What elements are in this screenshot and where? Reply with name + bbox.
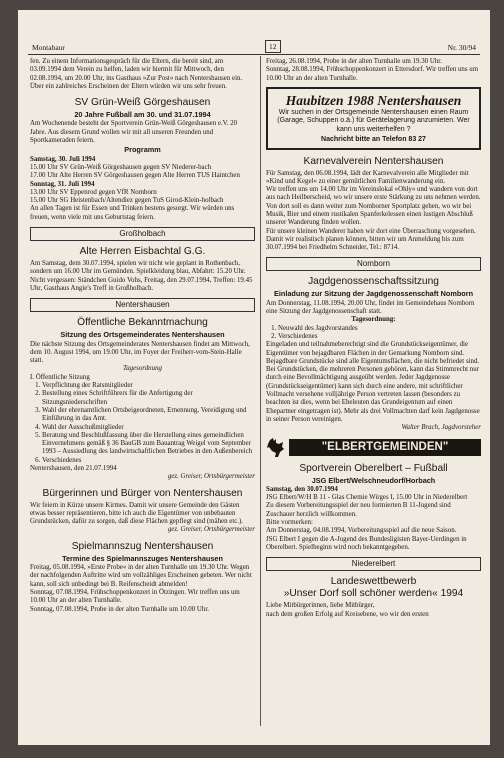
spiel-body-4: Freitag, 26.08.1994, Probe in der alten Turnhalle um 19.30 Uhr. bbox=[266, 58, 442, 65]
oeff-signature: gez. Greiser, Ortsbürgermeister bbox=[167, 473, 255, 481]
spiel-title: Spielmannszug Nentershausen bbox=[71, 540, 214, 552]
section-grossholbach: Großholbach bbox=[30, 227, 255, 241]
lw-body: Liebe Mitbürgerinnen, liebe Mitbürger, nach dem großen Erfolg auf Kreisebene, wo wir den ersten bbox=[266, 602, 429, 618]
jagd-title: Jagdgenossenschaftssitzung bbox=[308, 276, 439, 288]
newspaper-page bbox=[18, 10, 490, 745]
jagd-body: Am Donnerstag, 11.08.1994, 20.00 Uhr, findet im Gemeindehaus Nomborn eine Sitzung der Jagdgenossenschaft statt. bbox=[266, 299, 475, 316]
lw-title-2: »Unser Dorf soll schöner werden« 1994 bbox=[283, 588, 464, 600]
jagd-agenda-heading: Tagesordnung: bbox=[351, 316, 396, 324]
sport-subtitle: JSG Elbert/Welschneudorf/Horbach bbox=[311, 475, 436, 485]
section-niederelbert: Niederelbert bbox=[266, 557, 481, 571]
intro-text: fen. Zu einem Informationsgespräch für die Eltern, die bereit sind, am 03.09.1994 dem Verein zu helfen, laden wir hiermit für Mittwoch, den 02.08.1994, um 20.00 Uhr, ins Gasthaus »Zur Post« nach Nentershausen ein. Über ein zahlreiches Erscheinen der Eltern würden wir uns sehr freuen. bbox=[30, 58, 243, 90]
left-column bbox=[30, 58, 255, 614]
ad-contact: Nachricht bitte an Telefon 83 27 bbox=[321, 136, 426, 144]
page-header bbox=[28, 40, 480, 55]
ad-title: Haubitzen 1988 Nentershausen bbox=[285, 92, 462, 108]
elbertgemeinden-label: "ELBERTGEMEINDEN" bbox=[289, 439, 481, 456]
oeff-agenda-list bbox=[30, 382, 255, 465]
jagd-signature: Walter Brach, Jagdvorsteher bbox=[401, 424, 481, 432]
page-number: 12 bbox=[265, 40, 281, 53]
oeff-subtitle: Sitzung des Ortsgemeinderates Nentershausen bbox=[60, 330, 225, 340]
list-item: 1. Verpflichtung der Ratsmitglieder bbox=[42, 382, 255, 390]
spiel-body-5: Sonntag, 28.08.1994, Frühschoppenkonzert in Ettersdorf. Wir treffen uns um 10.00 Uhr an der alten Turnhalle. bbox=[266, 66, 479, 82]
sv-body: Am Wochenende besteht der Sportverein Grün-Weiß Görgeshausen e.V. 20 Jahre. Aus diesem Grund wollen wir mit all unseren Freunden und Sportkameraden feiern. bbox=[30, 120, 238, 145]
jagd-subtitle: Einladung zur Sitzung der Jagdgenossenschaft Nomborn bbox=[273, 289, 474, 299]
oeff-date: Nentershausen, den 21.07.1994 bbox=[30, 464, 117, 472]
karn-title: Karnevalverein Nentershausen bbox=[303, 155, 444, 167]
sv-saturday-heading: Samstag, 30. Juli 1994 bbox=[30, 155, 96, 163]
list-item: 2. Bestellung eines Schriftführers für die Anfertigung der Sitzungsniederschriften bbox=[42, 390, 255, 407]
oeff-body: Die nächste Sitzung des Ortsgemeinderates Nentershausen findet am Mittwoch, dem 10. August 1994, um 19.00 Uhr, im Foyer der Freiherr-vom-Stein-Halle statt. bbox=[30, 340, 250, 365]
rooster-icon bbox=[266, 437, 286, 459]
oeff-title: Öffentliche Bekanntmachung bbox=[77, 317, 208, 329]
list-item: 3. Wahl der ehrenamtlichen Ortsbeigeordneten, Ernennung, Vereidigung und Einführung in das Amt. bbox=[42, 407, 255, 424]
eis-body: Am Samstag, dem 30.07.1994, spielen wir nicht wie geplant in Rothenbach, sondern um 16.00 Uhr im Gemünden. Spielkleidung blau, Abfahrt: 15.20 Uhr. Nicht vergessen: Ständchen Guido Vohs, Freitag, den 29.07.1994, Treffen: 19.45 Uhr, Gasthaus Angie's Treff in Großholbach. bbox=[30, 260, 253, 292]
sport-title: Sportverein Oberelbert – Fußball bbox=[299, 462, 448, 474]
haubitzen-ad bbox=[266, 87, 481, 150]
section-nentershausen: Nentershausen bbox=[30, 298, 255, 312]
sv-sunday-heading: Sonntag, 31. Juli 1994 bbox=[30, 180, 95, 188]
sv-saturday: 15.00 Uhr SV Grün-Weiß Görgeshausen gegen SV Niederer-bach 17.00 Uhr Alte Herren SV Görgeshausen gegen Alte Herren TUS Haintchen bbox=[30, 163, 240, 180]
lw-title-1: Landeswettbewerb bbox=[330, 576, 417, 588]
buerg-body: Wir feiern in Kürze unsere Kirmes. Damit wir unsere Gemeinde den Gästen etwas besser repräsentieren, bitte ich auch die Eigentümer von unbebauten Grundstücken, dafür zu sorgen, daß diese Flächen gepflegt sind (mähen etc.). bbox=[30, 501, 244, 526]
ad-text: Wir suchen in der Ortsgemeinde Nentershausen einen Raum (Garage, Schuppen o.ä.) für Gerätelagerung anzumieten. Wer kann uns weiterhelfen ? bbox=[277, 108, 470, 133]
header-town: Montabaur bbox=[32, 43, 65, 52]
issue-number: Nr. 30/94 bbox=[447, 43, 476, 52]
spiel-body-2: Sonntag, 07.08.1994, Frühschoppenkonzert in Ötzingen. Wir treffen uns um 10.00 Uhr an der alten Turnhalle. bbox=[30, 588, 240, 605]
oeff-agenda-heading: Tagesordnung bbox=[123, 365, 162, 373]
list-item: 1. Neuwahl des Jagdvorstandes bbox=[278, 325, 481, 333]
eis-title: Alte Herren Eisbachtal G.G. bbox=[79, 246, 206, 258]
list-item: 2. Verschiedenes bbox=[278, 333, 481, 341]
list-item: 5. Beratung und Beschlußfassung über die Herstellung eines gemeindlichen Einvernehmens gemäß § 36 BauGB zum Bauantrag Weigel vom September 1993 – Aussiedlung des landwirtschaftlichen Betriebes in den Außenbereich bbox=[42, 432, 255, 457]
sv-sunday: 13.00 Uhr SV Eppenrod gegen VfR Nomborn 15.00 Uhr SG Heistenbach/Altendiez gegen TuS Girod-Klein-holbach An allen Tagen ist für Essen und Trinken bestens gesorgt. Wir würden uns freuen, wenn viele mit uns Geburtstag feiern. bbox=[30, 188, 235, 221]
oeff-section-head: I. Öffentliche Sitzung bbox=[30, 373, 90, 381]
right-column bbox=[266, 58, 481, 619]
spiel-body-1: Freitag, 05.08.1994, »Erste Probe« in der alten Turnhalle um 19.30 Uhr. Wegen der nachfolgenden Auftritte wird um vollzähliges Erscheinen gebeten. Wer nicht kann, soll sich unbedingt bei B. Reifenscheidt abmelden! bbox=[30, 564, 252, 588]
column-divider bbox=[260, 56, 261, 726]
sv-title: SV Grün-Weiß Görgeshausen bbox=[74, 97, 211, 109]
elbertgemeinden-banner bbox=[266, 437, 481, 459]
buerg-signature: gez. Greiser, Ortsbürgermeister bbox=[167, 526, 255, 534]
programm-heading: Programm bbox=[124, 145, 161, 155]
list-item: 6. Verschiedenes bbox=[42, 457, 255, 465]
sv-subtitle: 20 Jahre Fußball am 30. und 31.07.1994 bbox=[74, 110, 211, 120]
list-item: 4. Wahl der Ausschußmitglieder bbox=[42, 424, 255, 432]
spiel-body-3: Sonntag, 07.08.1994, Probe in der alten Turnhalle um 10.00 Uhr. bbox=[30, 605, 209, 613]
sport-body: JSG Elbert/W/H B 11 - Glas Chemie Wirges I, 15.00 Uhr in Niederelbert Zu diesem Vorbereitungsspiel der neu formierten B 11-Jugend sind Zuschauer herzlich willkommen. Bitte vormerken: Am Donnerstag, 04.08.1994, Vorbereitungsspiel auf die neue Saison. JSG Elbert I gegen die A-Jugend des Bundesligisten Bayer-Uerdingen in Oberelbert. Spielbeginn wird noch bekanntgegeben. bbox=[266, 494, 468, 551]
buerg-title: Bürgerinnen und Bürger von Nentershausen bbox=[42, 487, 243, 499]
sport-date-heading: Samstag, den 30.07.1994 bbox=[266, 485, 338, 493]
section-nomborn: Nomborn bbox=[266, 257, 481, 271]
spiel-subtitle: Termine des Spielmannszuges Nentershausen bbox=[62, 553, 223, 563]
jagd-body-2: Eingeladen und teilnahmeberechtigt sind die Grundstückseigentümer, die Eigentümer von bejagdbaren Flächen in der Gemarkung Nomborn sind. Bejagdbare Grundstücke sind alle Eigentumsflächen, die nicht befriedet sind. Bei Grundstücken, die mehreren Personen gehören, kann das Stimmrecht nur durch eine Bevollmächtigung ausgeübt werden. Jeder Jagdgenosse (Grundstückseigentümer) kann sich durch eine andere, mit schriftlicher Vollmacht versehene volljährige Person vertreten lassen (besonders zu beachten ist dies, wenn bei Eheleuten das Grundeigentum auf einen Ehepartner eingetragen ist). Mehr als drei Vollmachten darf kein Jagdgenosse in seiner Person vereinigen. bbox=[266, 341, 480, 423]
jagd-agenda-list bbox=[266, 325, 481, 342]
karn-body: Für Samstag, den 06.08.1994, lädt der Karnevalverein alle Mitglieder mit »Kind und Kegel« zu einer gemütlichen Familienwanderung ein. Wir treffen uns um 14.00 Uhr im Vereinslokal »Ohly« und wandern von dort aus nach Heilberscheid, wo wir unsere erste Stärkung zu uns nehmen werden. Von dort soll es dann weiter zum Nomborner Sportplatz gehen, wo wir bei Musik, Bier und einem rustikalen Spanferkelessen einen lustigen Abschluß unserer Wanderung finden wollen. Für unsere kleinen Wanderer haben wir dort eine Überraschung vorgesehen. Damit wir realistisch planen können, bitten wir um Anmeldung bis zum 30.07.1994 bei Friedhelm Schneider, Tel.: 8714. bbox=[266, 169, 481, 252]
